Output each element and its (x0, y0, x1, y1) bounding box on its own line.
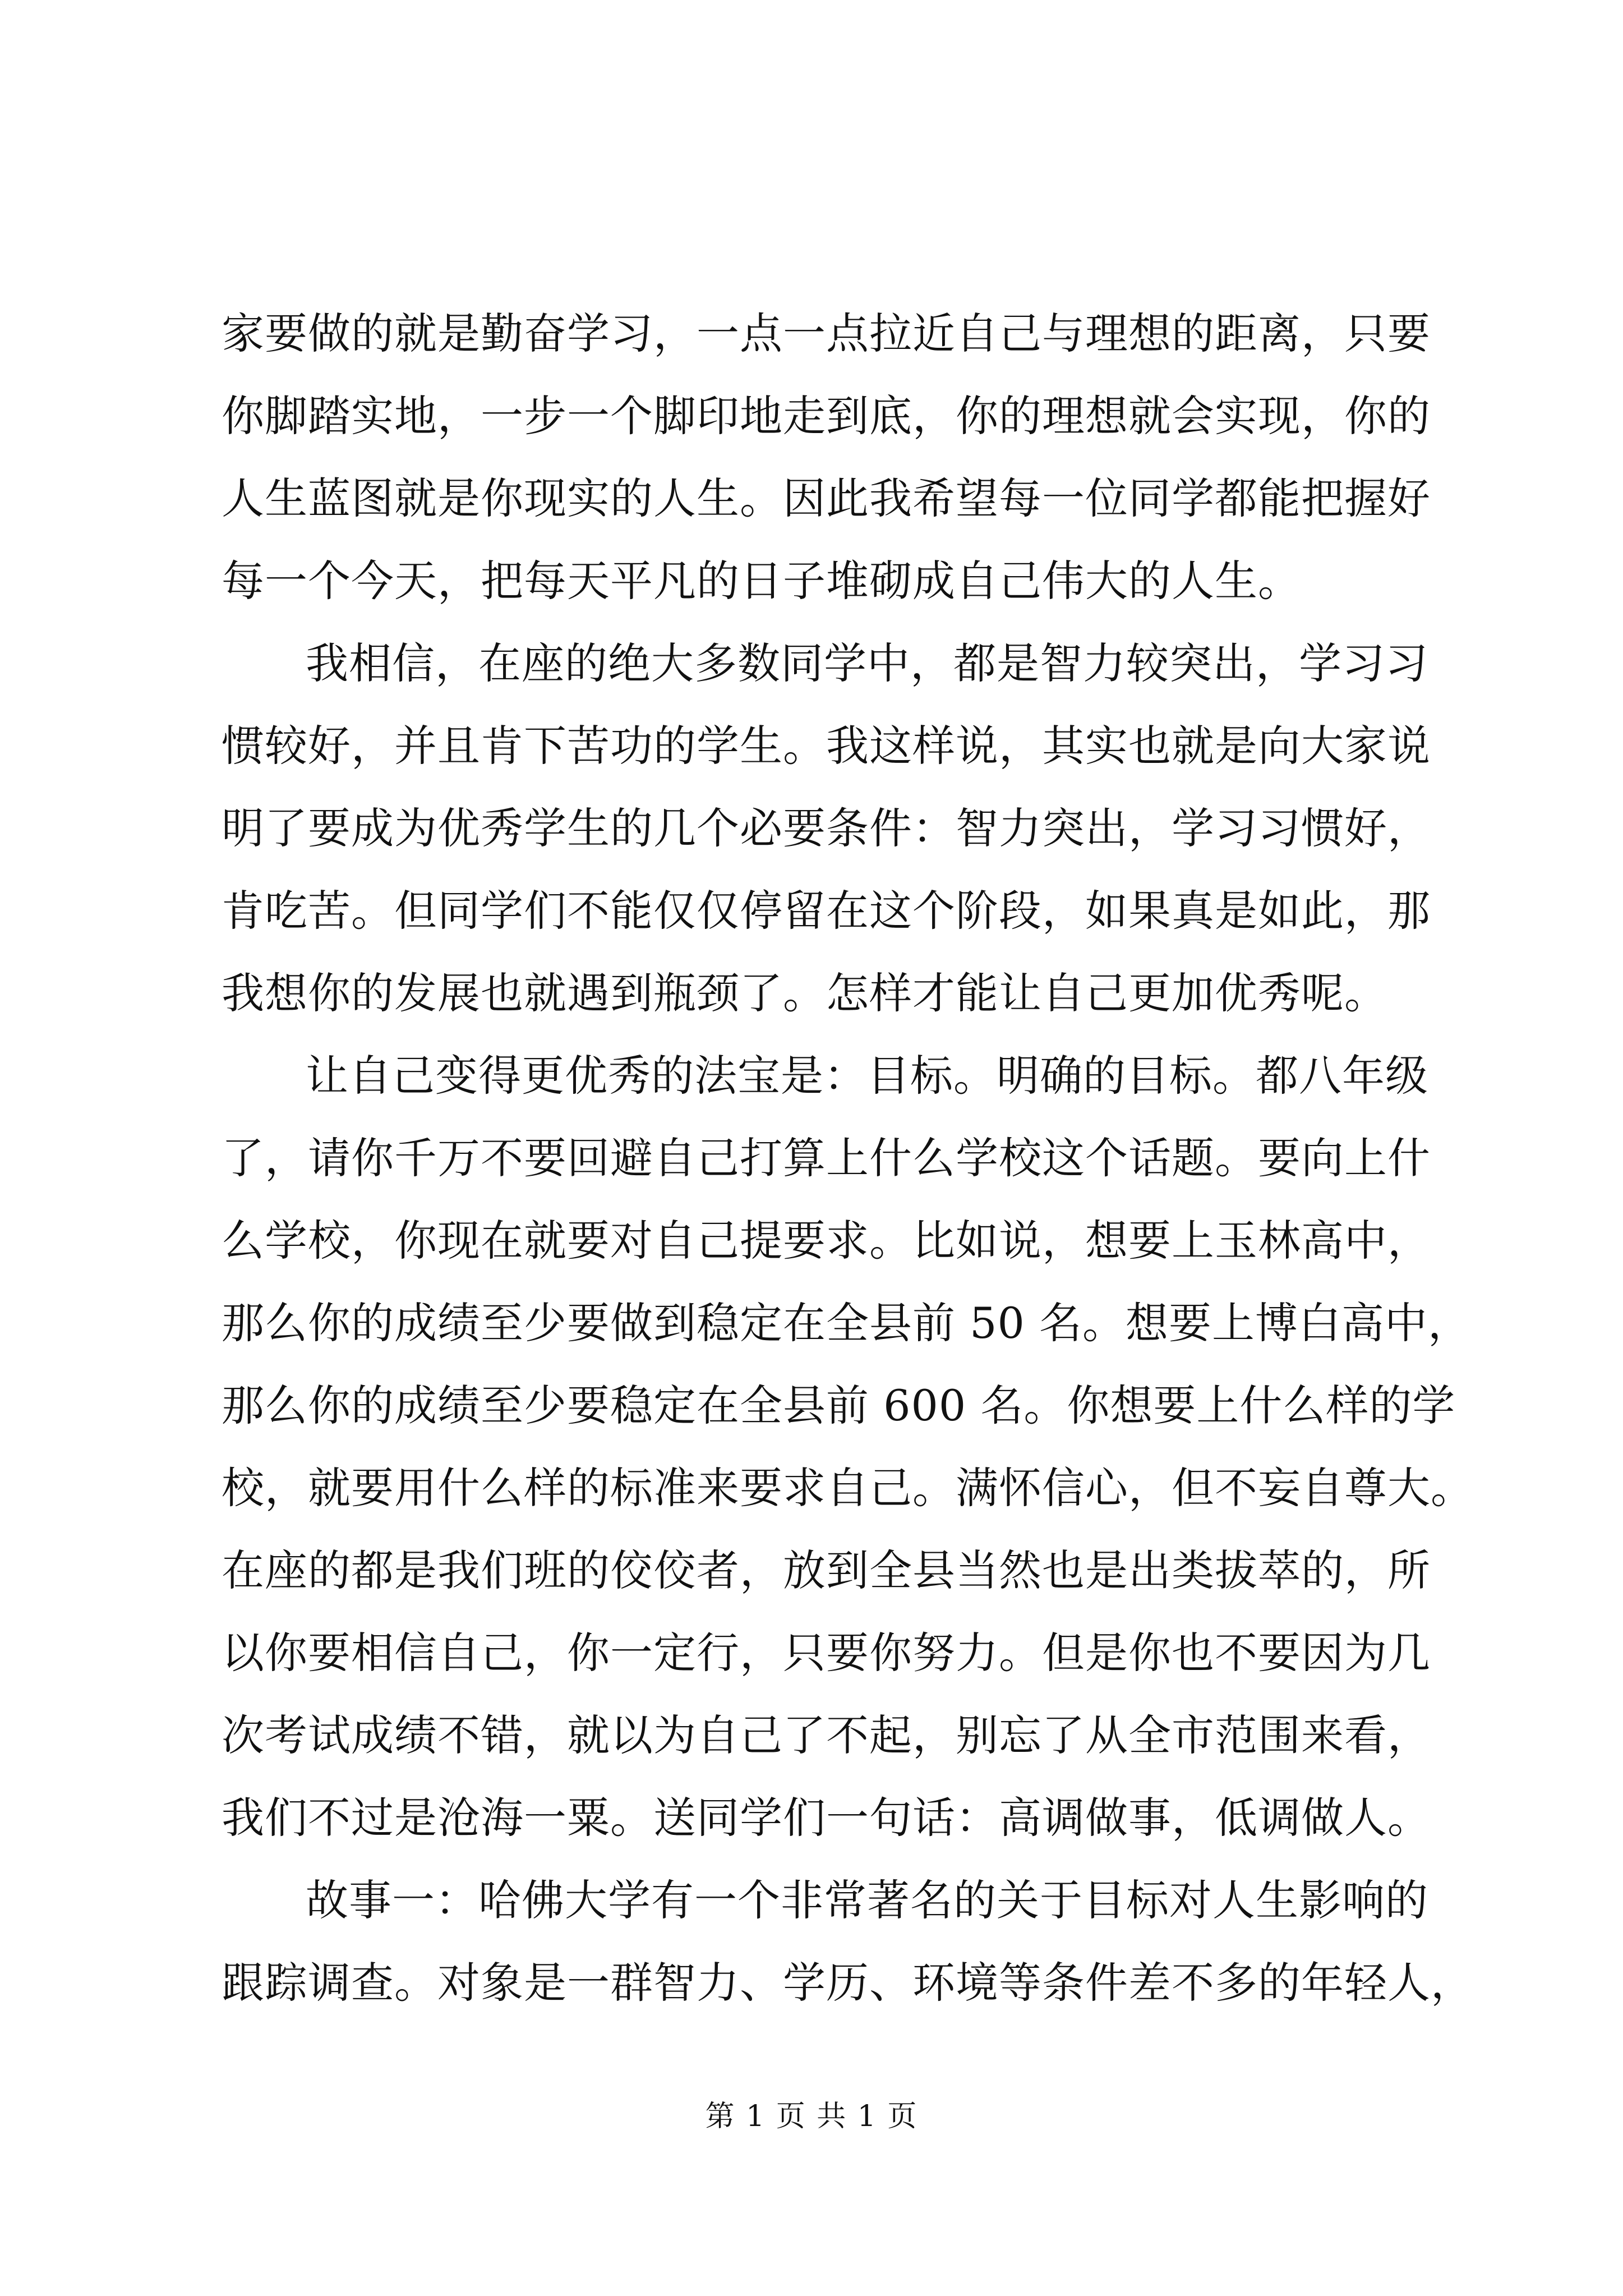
paragraph-4-line-1: 故事一：哈佛大学有一个非常著名的关于目标对人生影响的 (306, 1875, 1428, 1925)
paragraph-4-line-2: 跟踪调查。对象是一群智力、学历、环境等条件差不多的年轻人， (222, 1958, 1474, 2008)
paragraph-3-line-8: 以你要相信自己，你一定行，只要你努力。但是你也不要因为几 (222, 1628, 1431, 1678)
paragraph-3-line-10: 我们不过是沧海一粟。送同学们一句话：高调做事，低调做人。 (222, 1793, 1431, 1843)
paragraph-3-line-3: 么学校，你现在就要对自己提要求。比如说，想要上玉林高中， (222, 1216, 1431, 1266)
paragraph-3-line-9: 次考试成绩不错，就以为自己了不起，别忘了从全市范围来看， (222, 1710, 1431, 1760)
paragraph-1-line-1: 家要做的就是勤奋学习，一点一点拉近自己与理想的距离，只要 (222, 309, 1431, 358)
paragraph-3-line-7: 在座的都是我们班的佼佼者，放到全县当然也是出类拔萃的，所 (222, 1545, 1431, 1595)
paragraph-1-line-4: 每一个今天，把每天平凡的日子堆砌成自己伟大的人生。 (222, 556, 1301, 606)
page-footer: 第 1 页 共 1 页 (705, 2100, 918, 2133)
paragraph-3-line-5: 那么你的成绩至少要稳定在全县前 600 名。你想要上什么样的学 (222, 1381, 1456, 1430)
paragraph-2-line-3: 明了要成为优秀学生的几个必要条件：智力突出，学习习惯好， (222, 803, 1431, 853)
paragraph-3-line-1: 让自己变得更优秀的法宝是：目标。明确的目标。都八年级 (306, 1051, 1428, 1101)
paragraph-2-line-5: 我想你的发展也就遇到瓶颈了。怎样才能让自己更加优秀呢。 (222, 968, 1387, 1018)
paragraph-1-line-2: 你脚踏实地，一步一个脚印地走到底，你的理想就会实现，你的 (222, 391, 1431, 441)
paragraph-3-line-6: 校，就要用什么样的标准来要求自己。满怀信心，但不妄自尊大。 (222, 1463, 1474, 1513)
paragraph-2-line-4: 肯吃苦。但同学们不能仅仅停留在这个阶段，如果真是如此，那 (222, 886, 1431, 936)
paragraph-2-line-2: 惯较好，并且肯下苦功的学生。我这样说，其实也就是向大家说 (222, 721, 1431, 771)
paragraph-1-line-3: 人生蓝图就是你现实的人生。因此我希望每一位同学都能把握好 (222, 473, 1431, 523)
paragraph-3-line-4: 那么你的成绩至少要做到稳定在全县前 50 名。想要上博白高中， (222, 1298, 1472, 1348)
paragraph-2-line-1: 我相信，在座的绝大多数同学中，都是智力较突出，学习习 (306, 638, 1428, 688)
paragraph-3-line-2: 了，请你千万不要回避自己打算上什么学校这个话题。要向上什 (222, 1133, 1431, 1183)
